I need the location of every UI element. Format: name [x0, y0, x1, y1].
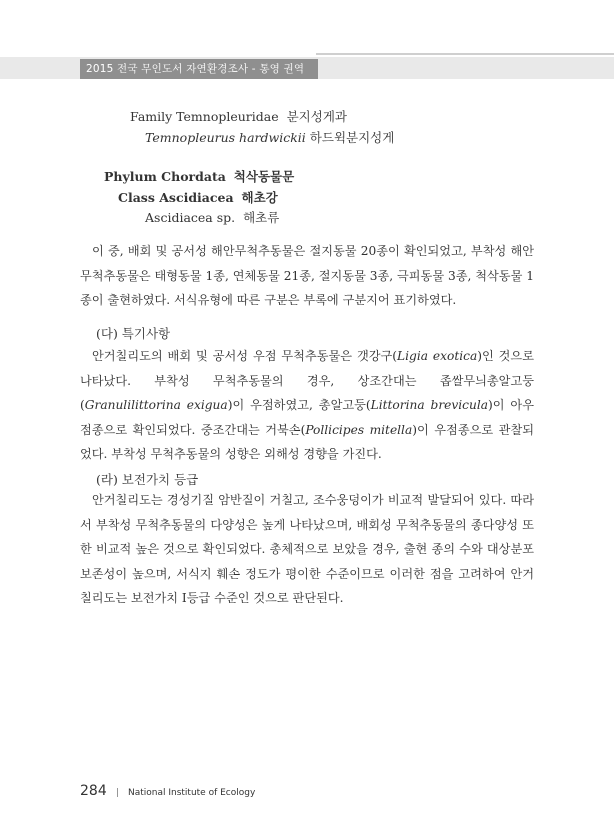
- page-footer: [80, 780, 255, 799]
- phylum-name: Phylum Chordata: [104, 169, 226, 184]
- taxon-family: [130, 107, 347, 125]
- taxon-class: [118, 188, 278, 206]
- page-number: 284: [80, 783, 107, 799]
- family-name: Family Temnopleuridae: [130, 109, 279, 124]
- sp-korean: 해초류: [243, 210, 280, 225]
- section-heading-special: (다) 특기사항: [96, 326, 171, 341]
- sp-name: Ascidiacea sp.: [145, 210, 236, 225]
- summary-paragraph: 이 중, 배회 및 공서성 해안무척추동물은 절지동물 20종이 확인되었고, 부착성 해안무척추동물은 태형동물 1종, 연체동물 21종, 절지동물 3종, 극피동물 3종, 척삭동물 1종이 출현하였다. 서식유형에 따른 구분은 부록에 구분지어 표기하였다.: [80, 244, 534, 308]
- class-korean: 해초강: [241, 190, 278, 205]
- class-name: Class Ascidiacea: [118, 190, 234, 205]
- sci-name: Pollicipes mitella: [305, 422, 413, 437]
- sci-name: Ligia exotica: [397, 349, 478, 363]
- header-rule: [316, 53, 614, 55]
- family-korean: 분지성게과: [286, 109, 347, 124]
- footer-separator: |: [115, 788, 119, 798]
- species-name: Temnopleurus hardwickii: [145, 130, 306, 145]
- section-heading-grade: (라) 보전가치 등급: [96, 472, 199, 487]
- phylum-korean: 척삭동물문: [233, 169, 295, 184]
- taxon-phylum: [104, 167, 294, 185]
- species-korean: 하드윅분지성게: [309, 130, 395, 145]
- taxon-species: [145, 128, 394, 146]
- sci-name: Granulilittorina exigua: [84, 398, 228, 413]
- grade-paragraph: 안거칠리도는 경성기질 암반질이 거칠고, 조수웅덩이가 비교적 발달되어 있다. 따라서 부착성 무척추동물의 다양성은 높게 나타났으며, 배회성 무척추동물의 종다양성 또한 비교적 높은 것으로 확인되었다. 총체적으로 보았을 경우, 출현 종의 수와 대상분포 보존성이 높으며, 서식지 훼손 정도가 평이한 수준이므로 이러한 점을 고려하여 안거칠리도는 보전가치 Ⅰ등급 수준인 것으로 판단된다.: [80, 493, 534, 606]
- sci-name: Littorina brevicula: [370, 398, 488, 413]
- taxon-species-2: [145, 208, 279, 226]
- institute-name: National Institute of Ecology: [127, 788, 256, 798]
- running-header: 2015 전국 무인도서 자연환경조사 - 통영 권역: [80, 59, 318, 79]
- special-paragraph: 안거칠리도의 배회 및 공서성 우점 무척추동물은 갯강구(Ligia exotica)인 것으로 나타났다. 부착성 무척추동물의 경우, 상조간대는 좁쌀무늬총알고둥(Granulilittorina exigua)이 우점하였고, 총알고둥(Littorina brevicula)이 아우점종으로 확인되었다. 중조간대는 거북손(Pollicipes mitella)이 우점종으로 관찰되었다. 부착성 무척추동물의 성향은 외해성 경향을 가진다.: [80, 349, 534, 462]
